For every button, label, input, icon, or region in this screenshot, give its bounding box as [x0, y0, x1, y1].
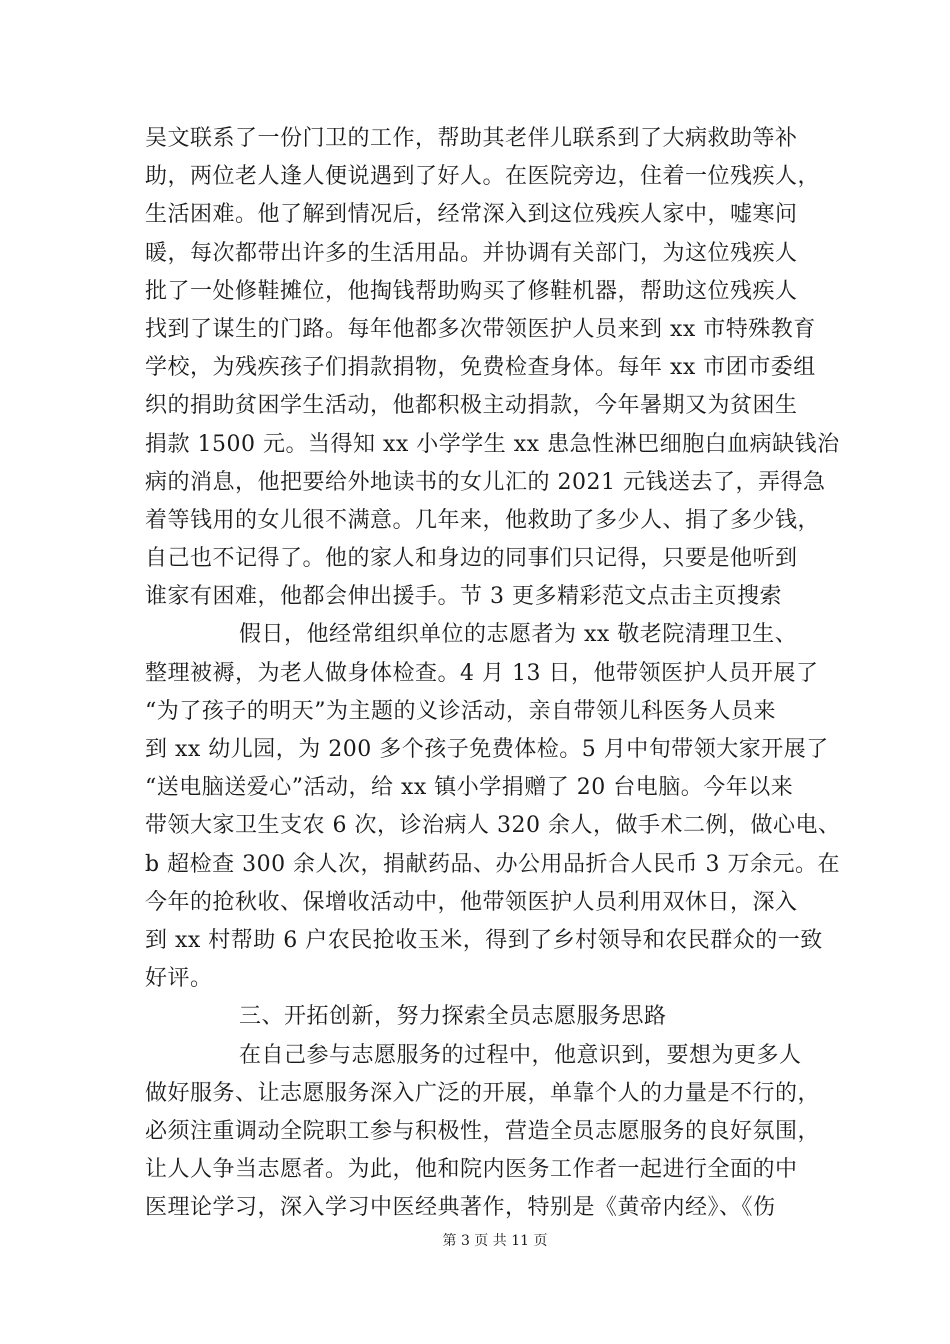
text-line: 到 xx 幼儿园，为 200 多个孩子免费体检。5 月中旬带领大家开展了 [145, 737, 829, 762]
paragraph-start-line: 在自己参与志愿服务的过程中，他意识到，要想为更多人 [239, 1042, 802, 1068]
paragraph-start-line: 假日，他经常组织单位的志愿者为 xx 敬老院清理卫生、 [239, 622, 798, 648]
text-line: 带领大家卫生支农 6 次，诊治病人 320 余人，做手术二例，做心电、 [145, 813, 841, 839]
text-line: “送电脑送爱心”活动，给 xx 镇小学捐赠了 20 台电脑。今年以来 [145, 775, 794, 801]
text-line: 做好服务、让志愿服务深入广泛的开展，单靠个人的力量是不行的， [145, 1080, 821, 1106]
text-line: 今年的抢秋收、保增收活动中，他带领医护人员利用双休日，深入 [145, 889, 798, 915]
text-line: 织的捐助贫困学生活动，他都积极主动捐款，今年暑期又为贫困生 [145, 393, 798, 419]
text-line: 助，两位老人逢人便说遇到了好人。在医院旁边，住着一位残疾人， [145, 164, 821, 190]
text-line: 捐款 1500 元。当得知 xx 小学学生 xx 患急性淋巴细胞白血病缺钱治 [145, 431, 840, 457]
text-line: 吴文联系了一份门卫的工作，帮助其老伴儿联系到了大病救助等补 [145, 126, 798, 151]
text-line: 生活困难。他了解到情况后，经常深入到这位残疾人家中，嘘寒问 [145, 202, 798, 228]
text-line: 谁家有困难，他都会伸出援手。节 3 更多精彩范文点击主页搜索 [145, 584, 782, 610]
text-line: 让人人争当志愿者。为此，他和院内医务工作者一起进行全面的中 [145, 1157, 798, 1183]
text-line: 医理论学习，深入学习中医经典著作，特别是《黄帝内经》、《伤 [145, 1195, 776, 1221]
text-line: 病的消息，他把要给外地读书的女儿汇的 2021 元钱送去了，弄得急 [145, 469, 826, 495]
text-line: 着等钱用的女儿很不满意。几年来，他救助了多少人、捐了多少钱， [145, 507, 821, 533]
text-line: b 超检查 300 余人次，捐献药品、办公用品折合人民币 3 万余元。在 [145, 851, 841, 877]
text-line: 暖，每次都带出许多的生活用品。并协调有关部门，为这位残疾人 [145, 240, 798, 266]
text-line: 必须注重调动全院职工参与积极性，营造全员志愿服务的良好氛围， [145, 1118, 821, 1144]
text-line: 学校，为残疾孩子们捐款捐物，免费检查身体。每年 xx 市团市委组 [145, 355, 816, 381]
text-line: 好评。 [145, 966, 213, 992]
document-body [145, 120, 841, 1227]
text-line: 找到了谋生的门路。每年他都多次带领医护人员来到 xx 市特殊教育 [145, 316, 816, 342]
text-line: 整理被褥，为老人做身体检查。4 月 13 日，他带领医护人员开展了 [145, 660, 819, 686]
text-line: 批了一处修鞋摊位，他掏钱帮助购买了修鞋机器，帮助这位残疾人 [145, 278, 798, 304]
section-heading: 三、开拓创新，努力探索全员志愿服务思路 [239, 1004, 667, 1030]
text-line: 自己也不记得了。他的家人和身边的同事们只记得，只要是他听到 [145, 546, 798, 572]
text-line: 到 xx 村帮助 6 户农民抢收玉米，得到了乡村领导和农民群众的一致 [145, 927, 823, 953]
page-number-footer: 第 3 页 共 11 页 [442, 1233, 548, 1249]
text-line: “为了孩子的明天”为主题的义诊活动，亲自带领儿科医务人员来 [145, 698, 776, 724]
